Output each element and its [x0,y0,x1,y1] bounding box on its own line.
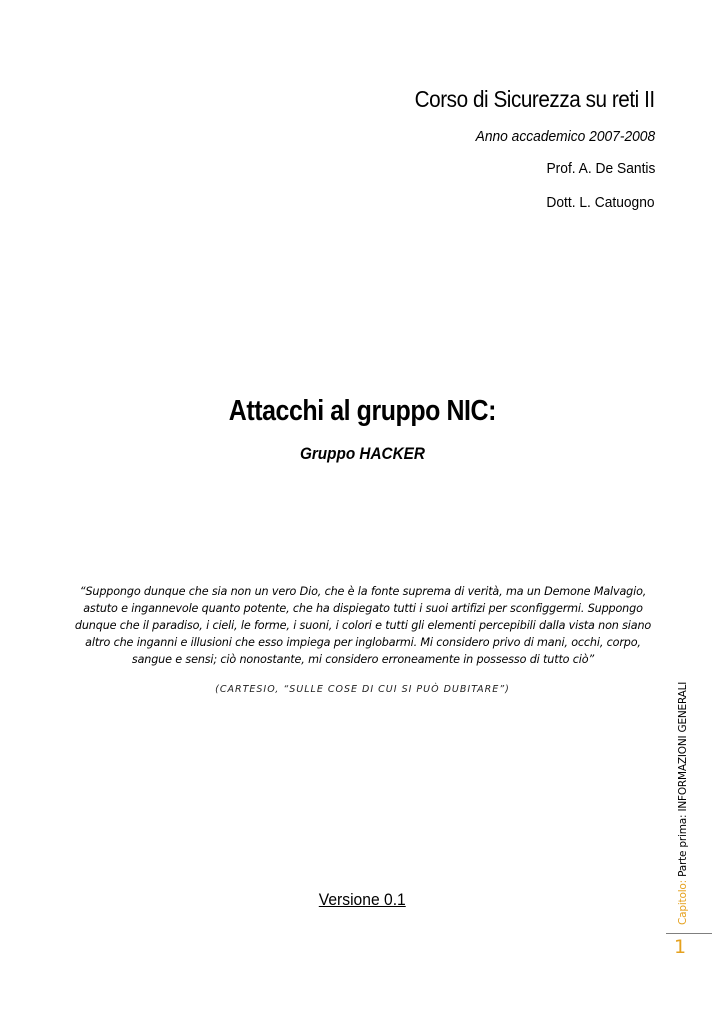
epigraph-quote: “Suppongo dunque che sia non un vero Dio, che è la fonte suprema di verità, ma un Demone Malvagio, astuto e ingannevole quanto potente, che ha dispiegato tutti i suoi artifizi per sconfiggermi. Suppongo dunque che il paradiso, i cieli, le forme, i suoni, i colori e tutti gli elementi percepibili dalla vista non siano altro che inganni e illusioni che esso impiega per inglobarmi. Mi considero privo di mani, occhi, corpo, sangue e sensi; ciò nonostante, mi considero erroneamente in possesso di tutto ciò” [74,585,652,666]
professor-name: Prof. A. De Santis [546,160,655,177]
chapter-value: Parte prima: INFORMAZIONI GENERALI [677,681,689,877]
version-text: Versione 0.1 [319,890,406,909]
chapter-sidebar [676,682,690,925]
epigraph-citation: (CARTESIO, “SULLE COSE DI CUI SI PUÒ DUBITARE”) [215,684,510,695]
version-label [0,890,725,910]
document-subtitle-text: Gruppo HACKER [300,444,425,463]
document-title-text: Attacchi al gruppo NIC: [228,395,497,427]
document-title [0,395,725,428]
document-subtitle [0,444,725,464]
doctor-name: Dott. L. Catuogno [546,194,655,211]
page-number: 1 [674,936,687,958]
chapter-label: Capitolo: [677,880,689,925]
academic-year: Anno accademico 2007-2008 [475,128,655,145]
page-number-divider [666,933,712,934]
course-title: Corso di Sicurezza su reti II [414,86,655,112]
